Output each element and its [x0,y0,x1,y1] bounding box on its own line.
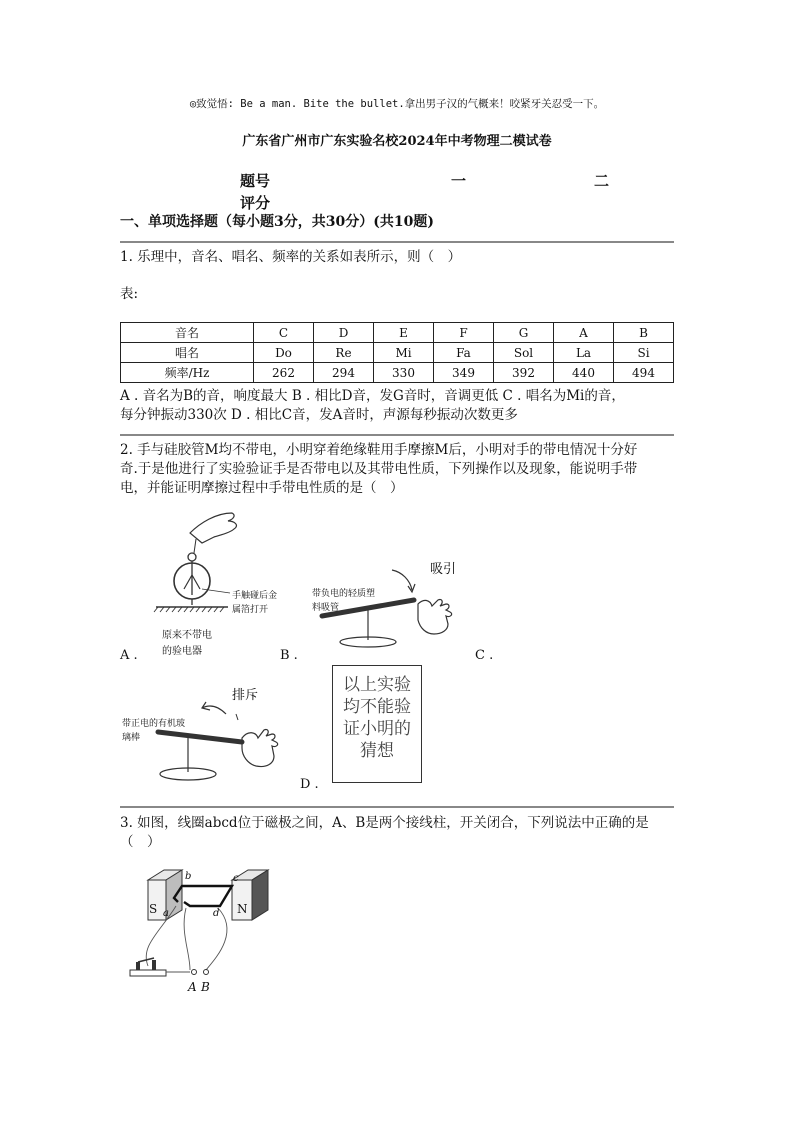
rod-note-1: 带正电的有机玻 [122,719,186,729]
electroscope-knob [188,553,196,561]
coil-label-d: d [213,908,220,919]
table-cell: 频率/Hz [121,363,254,383]
n-pole-label: N [237,902,248,916]
hand-icon [242,729,278,766]
option-d-line: 证小明的 [343,719,411,739]
table-cell: Sol [494,343,554,363]
score-header-label: 题号 [240,172,271,190]
option-c-label: C . [475,648,494,663]
electroscope-caption-2: 的验电器 [162,646,202,657]
coil [174,886,232,906]
option-d-line: 以上实验 [343,675,411,695]
section-heading: 一、单项选择题（每小题3分，共30分）(共10题) [120,214,434,230]
table-cell: Mi [374,343,434,363]
divider [120,241,674,243]
terminal-b [204,970,209,975]
table-cell: B [614,323,674,343]
question-line-2: （ ） [120,834,161,850]
table-cell: D [314,323,374,343]
question-line-2: 奇.于是他进行了实验验证手是否带电以及其带电性质，下列操作以及现象，能说明手带 [120,461,638,477]
rod-note-2: 璃棒 [122,733,141,743]
hand-icon [190,513,236,543]
table-caption: 表: [120,286,139,302]
page-title: 广东省广州市广东实验名校2024年中考物理二模试卷 [242,134,552,149]
table-cell: 392 [494,363,554,383]
motto-line: ◎致觉悟: Be a man. Bite the bullet.拿出男子汉的气概来！咬紧牙关忍受一下。 [189,98,605,110]
question-line-3: 电，并能证明摩擦过程中手带电性质的是（ ） [120,480,404,496]
terminal-b-label: B [201,980,210,994]
frequency-table [120,322,674,383]
table-cell: 音名 [121,323,254,343]
coil-label-c: c [233,873,239,884]
table-cell: 349 [434,363,494,383]
terminal-a [192,970,197,975]
table-row [121,323,674,343]
divider [120,434,674,436]
table-cell: 294 [314,363,374,383]
switch-base [130,970,166,976]
table-cell: Si [614,343,674,363]
option-b-label: B . [280,648,298,663]
hand-icon [418,599,452,634]
electroscope-caption-1: 原来不带电 [162,630,212,641]
table-cell: 330 [374,363,434,383]
options-line-1: A . 音名为B的音，响度最大 B . 相比D音，发G音时，音调更低 C . 唱名为Mi的音， [120,388,625,404]
electroscope-note-1: 手触碰后金 [232,591,278,601]
divider [120,806,674,808]
s-pole-label: S [149,902,158,916]
question-line-1: 2. 手与硅胶管M均不带电，小明穿着绝缘鞋用手摩擦M后，小明对手的带电情况十分好 [120,442,638,458]
terminal-a-label: A [188,980,197,994]
question-line-1: 3. 如图，线圈abcd位于磁极之间，A、B是两个接线柱，开关闭合，下列说法中正确的是 [120,815,649,831]
table-cell: E [374,323,434,343]
option-d-label: D . [300,777,319,792]
options-line-2: 每分钟振动330次 D . 相比C音，发A音时，声源每秒振动次数更多 [120,407,518,423]
glass-rod [158,732,242,742]
table-row [121,343,674,363]
straw-note-1: 带负电的轻质塑 [312,589,376,599]
option-d-line: 均不能验 [343,697,411,717]
straw-note-2: 料吸管 [312,603,340,613]
table-cell: G [494,323,554,343]
straw-attract-figure [318,560,488,660]
repel-arrow [202,706,226,714]
score-header-part1: 一 [451,172,467,190]
table-cell: 440 [554,363,614,383]
coil-label-b: b [185,871,192,882]
table-cell: Re [314,343,374,363]
coil-label-a: a [163,908,169,919]
repel-label: 排斥 [232,688,259,703]
score-header-part2: 二 [594,172,610,190]
table-row [121,363,674,383]
option-d-box [332,665,422,783]
table-cell: La [554,343,614,363]
option-a-label: A . [120,648,138,663]
table-cell: Do [254,343,314,363]
table-cell: A [554,323,614,343]
electroscope-note-2: 属箔打开 [232,605,269,615]
table-cell: 唱名 [121,343,254,363]
table-cell: C [254,323,314,343]
table-cell: Fa [434,343,494,363]
attract-label: 吸引 [430,562,457,577]
wire [184,908,190,970]
score-row-label: 评分 [240,194,271,212]
table-cell: 262 [254,363,314,383]
rod-repel-figure [118,680,308,790]
question-stem: 1. 乐理中，音名、唱名、频率的关系如表所示，则（ ） [120,249,462,265]
table-cell: F [434,323,494,343]
table-cell: 494 [614,363,674,383]
option-d-line: 猜想 [360,741,394,761]
